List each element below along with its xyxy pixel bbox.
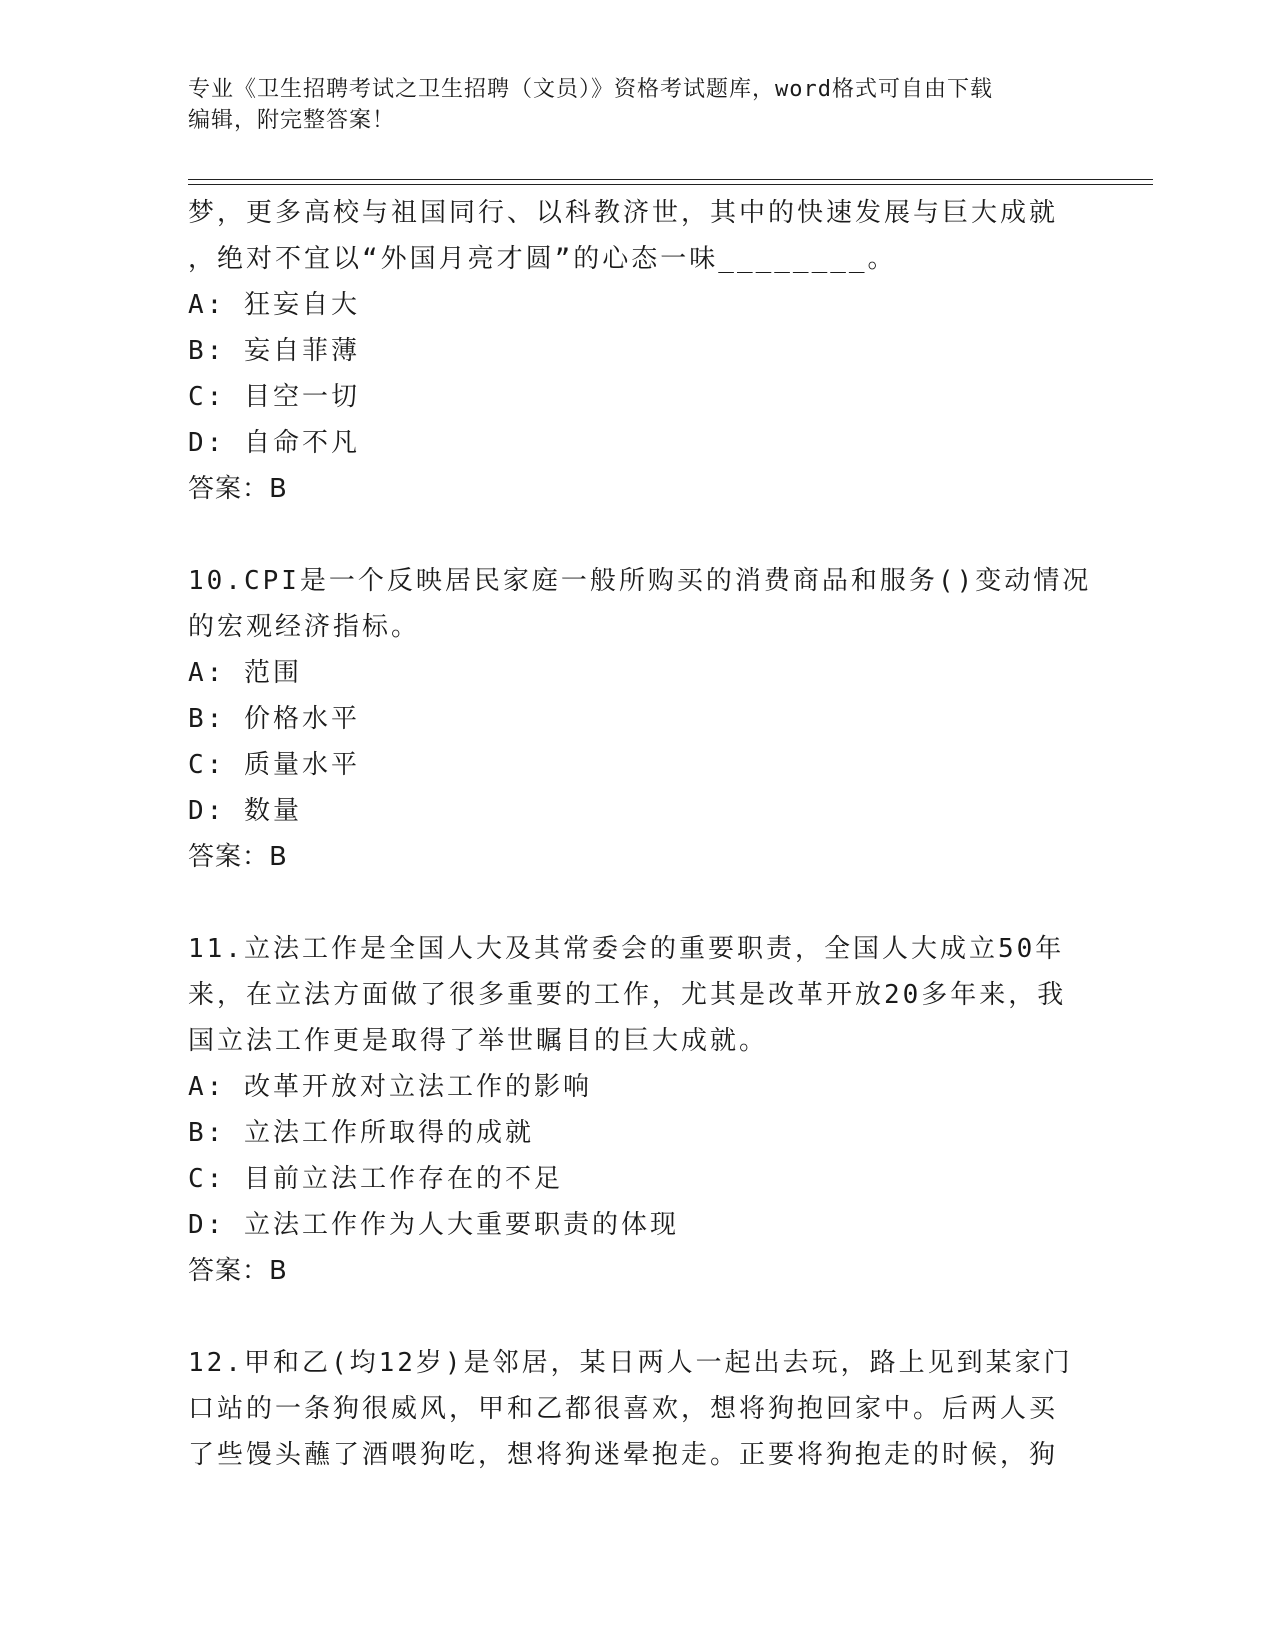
question-text-line: 11.立法工作是全国人大及其常委会的重要职责，全国人大成立50年 [188,934,1065,964]
option-d: D: 数量 [188,796,302,826]
question-12 [188,1340,1088,1478]
answer-line: 答案：B [188,474,288,504]
question-text-line: 12.甲和乙(均12岁)是邻居，某日两人一起出去玩，路上见到某家门 [188,1348,1073,1378]
header-rule-top [188,179,1153,180]
option-b: B: 立法工作所取得的成就 [188,1118,534,1148]
document-body [188,190,1092,1478]
header-line-2: 编辑，附完整答案！ [188,108,396,133]
answer-line: 答案：B [188,1256,288,1286]
answer-line: 答案：B [188,842,288,872]
option-d: D: 立法工作作为人大重要职责的体现 [188,1210,679,1240]
question-11 [188,926,1088,1294]
option-d: D: 自命不凡 [188,428,360,458]
option-a: A: 狂妄自大 [188,290,360,320]
question-text-line: 口站的一条狗很威风，甲和乙都很喜欢，想将狗抱回家中。后两人买 [188,1394,1059,1424]
question-text-line: ，绝对不宜以“外国月亮才圆”的心态一味________。 [188,244,897,274]
page-header [188,74,1088,136]
option-b: B: 妄自菲薄 [188,336,360,366]
spacer [188,880,1088,926]
question-text-line: 了些馒头蘸了酒喂狗吃，想将狗迷晕抱走。正要将狗抱走的时候，狗 [188,1440,1059,1470]
question-10 [188,558,1092,880]
question-text-line: 国立法工作更是取得了举世瞩目的巨大成就。 [188,1026,769,1056]
question-text-line: 梦，更多高校与祖国同行、以科教济世，其中的快速发展与巨大成就 [188,198,1059,228]
header-line-1: 专业《卫生招聘考试之卫生招聘（文员）》资格考试题库，word格式可自由下载 [188,77,993,102]
question-text-line: 来，在立法方面做了很多重要的工作，尤其是改革开放20多年来，我 [188,980,1067,1010]
option-c: C: 目空一切 [188,382,360,412]
question-9 [188,190,1088,512]
spacer [188,512,1088,558]
option-a: A: 改革开放对立法工作的影响 [188,1072,592,1102]
option-c: C: 目前立法工作存在的不足 [188,1164,563,1194]
option-b: B: 价格水平 [188,704,360,734]
option-a: A: 范围 [188,658,302,688]
question-text-line: 10.CPI是一个反映居民家庭一般所购买的消费商品和服务()变动情况 [188,566,1092,596]
header-rule-bottom [188,184,1153,185]
option-c: C: 质量水平 [188,750,360,780]
question-text-line: 的宏观经济指标。 [188,612,421,642]
spacer [188,1294,1088,1340]
